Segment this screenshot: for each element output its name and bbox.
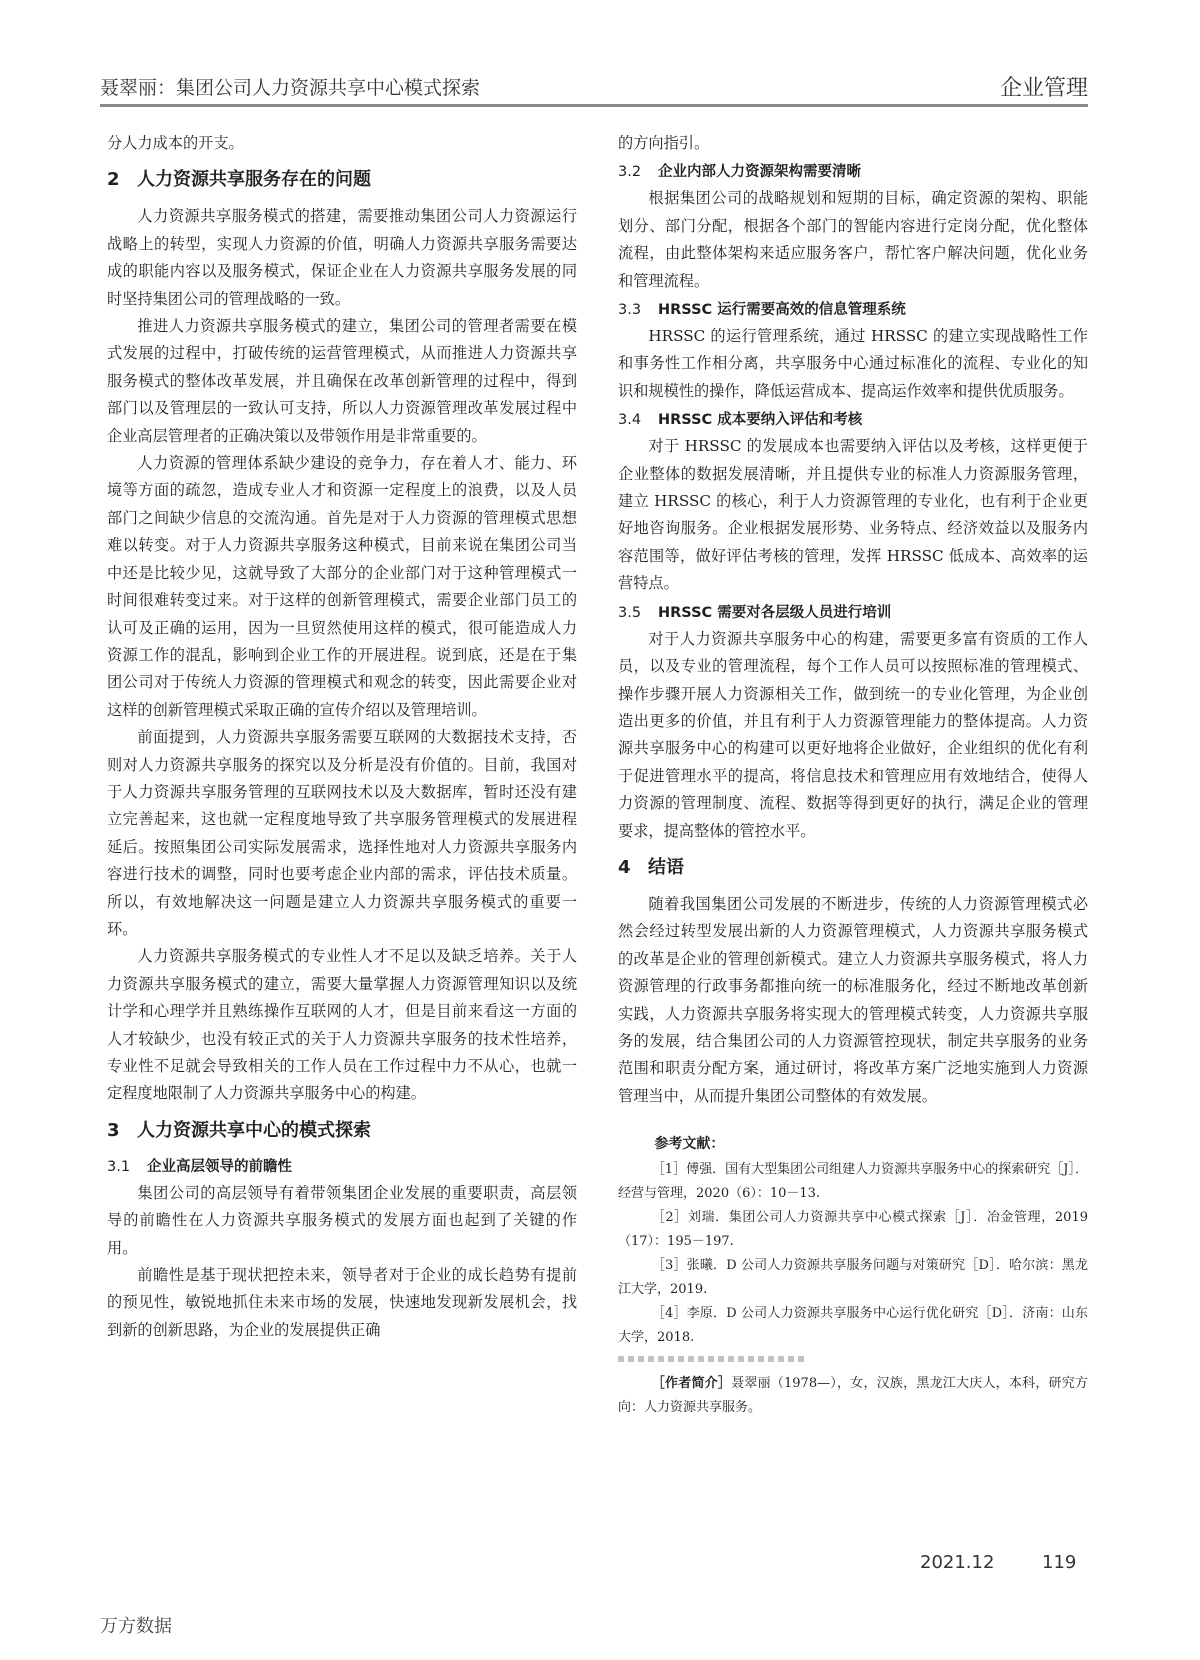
paragraph: 前面提到，人力资源共享服务需要互联网的大数据技术支持，否则对人力资源共享服务的探究以及分析是没有价值的。目前，我国对于人力资源共享服务管理的互联网技术以及大数据库，暂时还没有建立完善起来，这也就一定程度地导致了共享服务管理模式的发展进程延后。按照集团公司实际发展需求，选择性地对人力资源共享服务内容进行技术的调整，同时也要考虑企业内部的需求，评估技术质量。所以，有效地解决这一问题是建立人力资源共享服务模式的重要一环。: [107, 728, 577, 938]
issue-date: 2021.12: [920, 1552, 995, 1573]
paragraph: 的方向指引。: [618, 134, 710, 152]
running-title: 聂翠丽：集团公司人力资源共享中心模式探索: [100, 77, 481, 99]
left-column: [107, 130, 577, 1344]
paragraph: 人力资源的管理体系缺少建设的竞争力，存在着人才、能力、环境等方面的疏忽，造成专业人才和资源一定程度上的浪费，以及人员部门之间缺少信息的交流沟通。首先是对于人力资源的管理模式思想难以转变。对于人力资源共享服务这种模式，目前来说在集团公司当中还是比较少见，这就导致了大部分的企业部门对于这种管理模式一时间很难转变过来。对于这样的创新管理模式，需要企业部门员工的认可及正确的运用，因为一旦贸然使用这样的模式，很可能造成人力资源工作的混乱，影响到企业工作的开展进程。说到底，还是在于集团公司对于传统人力资源的管理模式和观念的转变，因此需要企业对这样的创新管理模式采取正确的宣传介绍以及管理培训。: [107, 454, 577, 719]
paragraph: 对于人力资源共享服务中心的构建，需要更多富有资质的工作人员，以及专业的管理流程，每个工作人员可以按照标准的管理模式、操作步骤开展人力资源相关工作，做到统一的专业化管理，为企业创造出更多的价值，并且有利于人力资源管理能力的整体提高。人力资源共享服务中心的构建可以更好地将企业做好，企业组织的优化有利于促进管理水平的提高，将信息技术和管理应用有效地结合，使得人力资源的管理制度、流程、数据等得到更好的执行，满足企业的管理要求，提高整体的管控水平。: [618, 629, 1088, 840]
paragraph: 集团公司的高层领导有着带领集团企业发展的重要职责，高层领导的前瞻性在人力资源共享服务模式的发展方面也起到了关键的作用。: [107, 1183, 577, 1257]
page-number: 119: [1042, 1552, 1077, 1573]
watermark: 万方数据: [100, 1616, 172, 1637]
paragraph: HRSSC 的运行管理系统，通过 HRSSC 的建立实现战略性工作和事务性工作相分离，共享服务中心通过标准化的流程、专业化的知识和规模性的操作，降低运营成本、提高运作效率和提供优质服务。: [618, 327, 1088, 400]
journal-section: 企业管理: [999, 76, 1088, 101]
paragraph: 推进人力资源共享服务模式的建立，集团公司的管理者需要在模式发展的过程中，打破传统的运营管理模式，从而推进人力资源共享服务模式的整体改革发展，并且确保在改革创新管理的过程中，得到部门以及管理层的一致认可支持，所以人力资源管理改革发展过程中企业高层管理者的正确决策以及带领作用是非常重要的。: [107, 317, 577, 445]
wavy-divider: [618, 1356, 808, 1362]
paragraph: 人力资源共享服务模式的专业性人才不足以及缺乏培养。关于人力资源共享服务模式的建立，需要大量掌握人力资源管理知识以及统计学和心理学并且熟练操作互联网的人才，但是目前来看这一方面的人才较缺少，也没有较正式的关于人力资源共享服务的技术性培养，专业性不足就会导致相关的工作人员在工作过程中力不从心，也就一定程度地限制了人力资源共享服务中心的构建。: [107, 947, 577, 1103]
running-header: [100, 70, 1088, 107]
paragraph: 前瞻性是基于现状把控未来，领导者对于企业的成长趋势有提前的预见性，敏锐地抓住未来市场的发展，快速地发现新发展机会，找到新的创新思路，为企业的发展提供正确: [107, 1266, 577, 1339]
reference-item: ［3］张曦．D 公司人力资源共享服务问题与对策研究［D］．哈尔滨：黑龙江大学，2019.: [618, 1258, 1088, 1298]
right-column: [618, 130, 1088, 1420]
subsection-heading-3-3: 3.3 HRSSC 运行需要高效的信息管理系统: [618, 302, 906, 319]
paragraph: 随着我国集团公司发展的不断进步，传统的人力资源管理模式必然会经过转型发展出新的人力资源管理模式，人力资源共享服务模式的改革是企业的管理创新模式。建立人力资源共享服务模式，将人力资源管理的行政事务都推向统一的标准服务化，经过不断地改革创新实践，人力资源共享服务将实现大的管理模式转变，人力资源共享服务的发展，结合集团公司的人力资源管控现状，制定共享服务的业务范围和职责分配方案，通过研讨，将改革方案广泛地实施到人力资源管理当中，从而提升集团公司整体的有效发展。: [618, 894, 1088, 1105]
section-heading-3: 3 人力资源共享中心的模式探索: [107, 1119, 371, 1141]
author-bio-text: 聂翠丽（1978—），女，汉族，黑龙江大庆人，本科，研究方向：人力资源共享服务。: [618, 1376, 1088, 1416]
section-heading-4: 4 结语: [618, 856, 684, 878]
reference-item: ［2］刘瑞．集团公司人力资源共享中心模式探索［J］．冶金管理，2019（17）：195－197.: [618, 1210, 1088, 1250]
paragraph: 根据集团公司的战略规划和短期的目标，确定资源的架构、职能划分、部门分配，根据各个部门的智能内容进行定岗分配，优化整体流程，由此整体架构来适应服务客户，帮忙客户解决问题，优化业务和管理流程。: [618, 189, 1088, 290]
paragraph: 人力资源共享服务模式的搭建，需要推动集团公司人力资源运行战略上的转型，实现人力资源的价值，明确人力资源共享服务需要达成的职能内容以及服务模式，保证企业在人力资源共享服务发展的同时坚持集团公司的管理战略的一致。: [107, 207, 577, 308]
author-bio-label: ［作者简介］: [651, 1376, 732, 1392]
paragraph: 分人力成本的开支。: [107, 134, 244, 152]
section-heading-2: 2 人力资源共享服务存在的问题: [107, 169, 371, 191]
subsection-heading-3-4: 3.4 HRSSC 成本要纳入评估和考核: [618, 412, 863, 429]
references: [618, 1132, 1088, 1350]
reference-item: ［4］李原．D 公司人力资源共享服务中心运行优化研究［D］．济南：山东大学，2018.: [618, 1306, 1088, 1346]
paragraph: 对于 HRSSC 的发展成本也需要纳入评估以及考核，这样更便于企业整体的数据发展清晰，并且提供专业的标准人力资源服务管理，建立 HRSSC 的核心，利于人力资源管理的专业化，也有利于企业更好地咨询服务。企业根据发展形势、业务特点、经济效益以及服务内容范围等，做好评估考核的管理，发挥 HRSSC 低成本、高效率的运营特点。: [618, 437, 1088, 593]
subsection-heading-3-5: 3.5 HRSSC 需要对各层级人员进行培训: [618, 604, 892, 621]
references-title: 参考文献：: [654, 1136, 725, 1153]
reference-item: ［1］傅强．国有大型集团公司组建人力资源共享服务中心的探索研究［J］．经营与管理，2020（6）：10－13.: [618, 1162, 1088, 1202]
subsection-heading-3-1: 3.1 企业高层领导的前瞻性: [107, 1158, 292, 1175]
author-bio: [618, 1372, 1088, 1420]
subsection-heading-3-2: 3.2 企业内部人力资源架构需要清晰: [618, 164, 861, 181]
